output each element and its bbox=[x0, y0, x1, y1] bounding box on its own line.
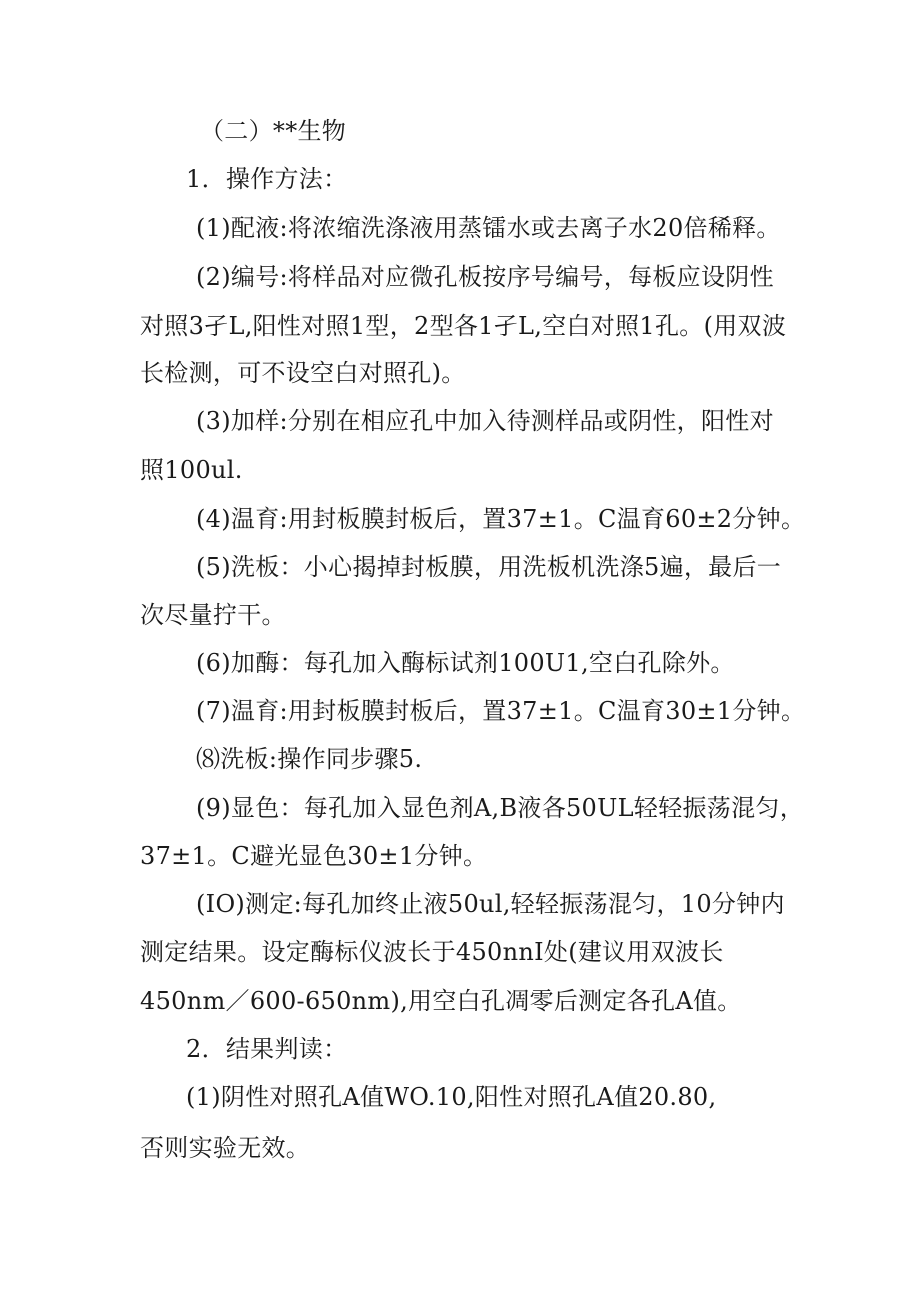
step-8-line: ⑻洗板:操作同步骤5. bbox=[196, 745, 423, 773]
step-2-line-3: 长检测，可不设空白对照孔)。 bbox=[140, 359, 466, 387]
step-10-line-1: (IO)测定:每孔加终止液50ul,轻轻振荡混匀，10分钟内 bbox=[196, 890, 785, 918]
step-9-line-2: 37±1。C避光显色30±1分钟。 bbox=[140, 842, 488, 870]
step-6-line: (6)加酶：每孔加入酶标试剂100U1,空白孔除外。 bbox=[196, 649, 735, 677]
section-heading: （二）**生物 bbox=[200, 117, 347, 145]
step-5-line-1: (5)洗板：小心揭掉封板膜，用洗板机洗涤5遍，最后一 bbox=[196, 553, 782, 581]
step-1-line: (1)配液:将浓缩洗涤液用蒸镭水或去离子水20倍稀释。 bbox=[196, 214, 781, 242]
step-5-line-2: 次尽量拧干。 bbox=[140, 601, 286, 629]
step-7-line: (7)温育:用封板膜封板后，置37±1。C温育30±1分钟。 bbox=[196, 697, 806, 725]
step-4-line: (4)温育:用封板膜封板后，置37±1。C温育60±2分钟。 bbox=[196, 505, 806, 533]
result-1-line-2: 否则实验无效。 bbox=[140, 1134, 311, 1162]
step-10-line-2: 测定结果。设定酶标仪波长于450nnI处(建议用双波长 bbox=[140, 938, 724, 966]
step-2-line-2: 对照3孑L,阳性对照1型，2型各1孑L,空白对照1孔。(用双波 bbox=[140, 312, 787, 340]
step-3-line-2: 照100ul. bbox=[140, 456, 243, 484]
result-1-line-1: (1)阴性对照孔A值WO.10,阳性对照孔A值20.80, bbox=[186, 1083, 717, 1111]
step-10-line-3: 450nm／600-650nm),用空白孔凋零后测定各孔A值。 bbox=[140, 987, 742, 1015]
step-3-line-1: (3)加样:分别在相应孔中加入待测样品或阴性，阳性对 bbox=[196, 407, 774, 435]
step-2-line-1: (2)编号:将样品对应微孔板按序号编号，每板应设阴性 bbox=[196, 263, 774, 291]
section-1-title: 1．操作方法： bbox=[186, 165, 348, 193]
step-9-line-1: (9)显色：每孔加入显色剂A,B液各50UL轻轻振荡混匀， bbox=[196, 794, 804, 822]
section-2-title: 2．结果判读： bbox=[186, 1035, 348, 1063]
